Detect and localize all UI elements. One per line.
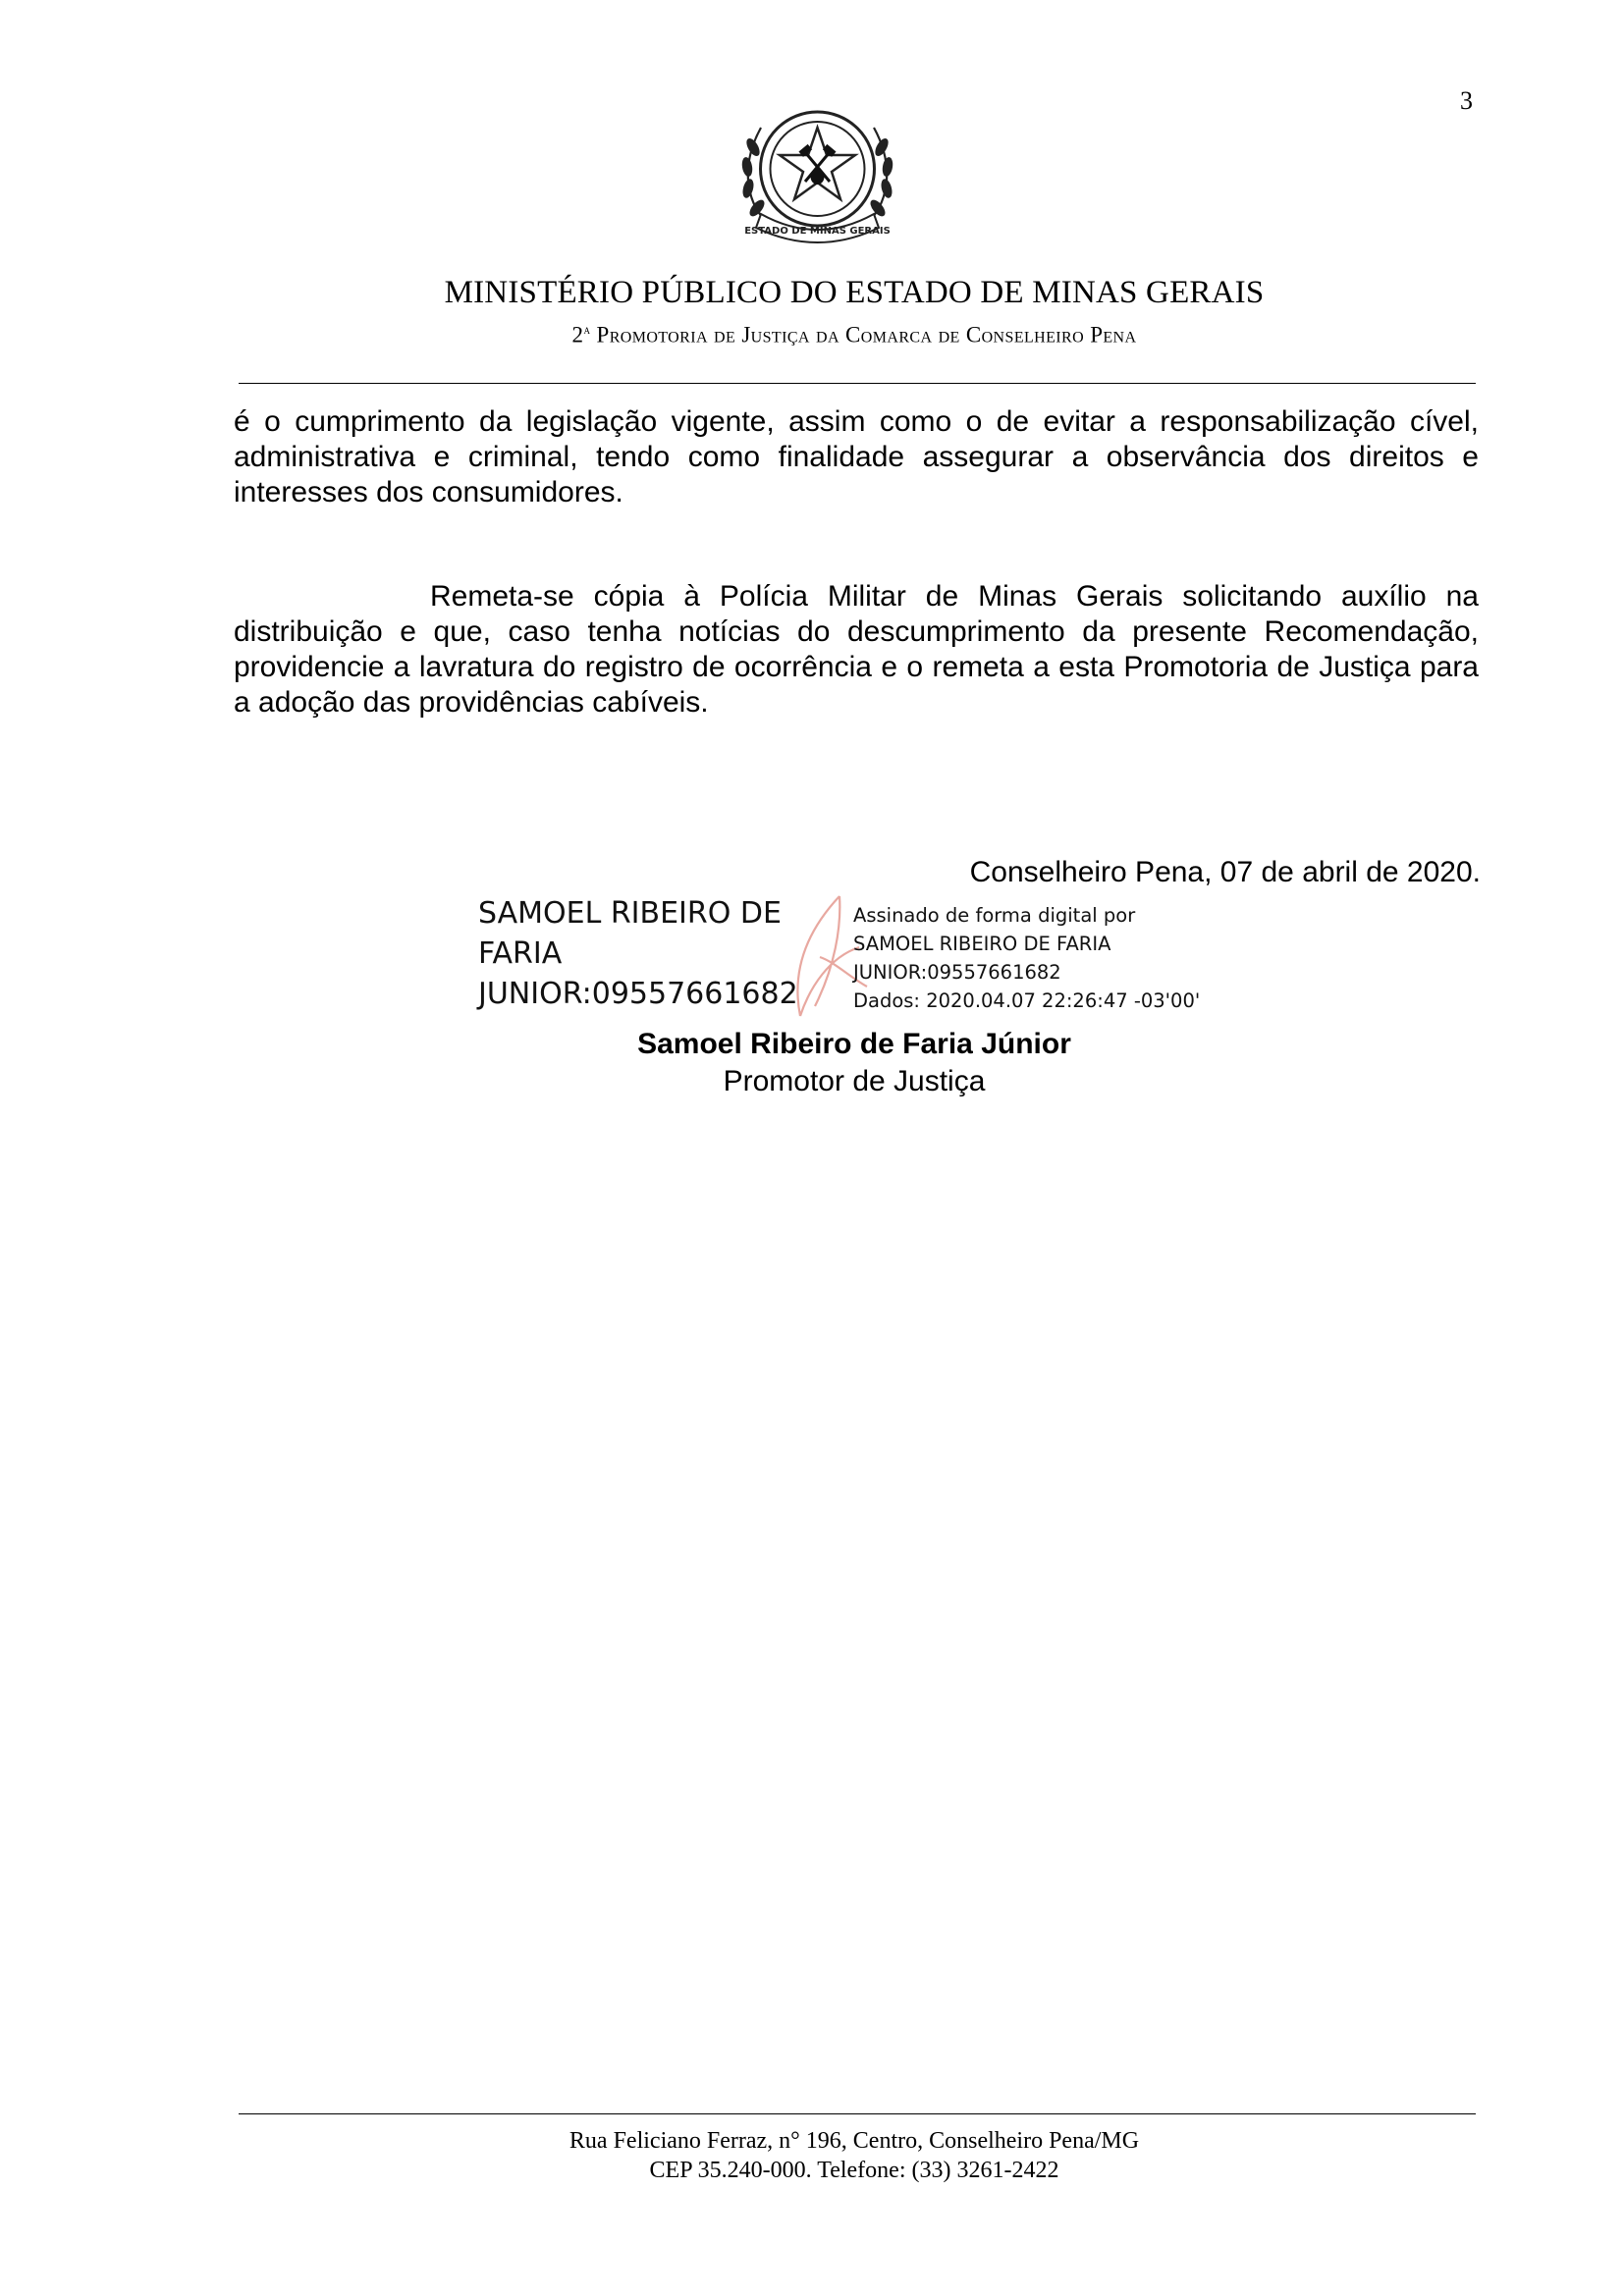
body-paragraph-2: Remeta-se cópia à Polícia Militar de Minas Gerais solicitando auxílio na distribuição e que, caso tenha notícias do descumprimento da presente Recomendação, providencie a lavratura do registro de ocorrência e o remeta a esta Promotoria de Justiça para a adoção das providências cabíveis. [234,580,1479,719]
signer-role: Promotor de Justiça [723,1065,986,1097]
minas-gerais-coat-of-arms-icon [731,98,903,255]
digital-signature-name [478,893,812,1014]
subtitle-ordinal-suffix: a [583,322,591,337]
footer-contact: CEP 35.240-000. Telefone: (33) 3261-2422 [649,2158,1059,2183]
date-line: Conselheiro Pena, 07 de abril de 2020. [969,856,1481,888]
page-title: MINISTÉRIO PÚBLICO DO ESTADO DE MINAS GERAIS [444,275,1265,310]
signer-name: Samoel Ribeiro de Faria Júnior [637,1028,1071,1060]
footer-address: Rua Feliciano Ferraz, n° 196, Centro, Conselheiro Pena/MG [568,2128,1140,2154]
sig-detail-line: Assinado de forma digital por [853,904,1136,927]
cert-name-line: FARIA [478,936,563,971]
sig-detail-line: JUNIOR:09557661682 [853,961,1061,984]
sig-detail-line: Dados: 2020.04.07 22:26:47 -03'00' [853,989,1201,1012]
cert-name-line: JUNIOR:09557661682 [478,977,798,1011]
svg-text:ESTADO DE MINAS GERAIS: ESTADO DE MINAS GERAIS [744,226,891,237]
page-number: 3 [1460,86,1473,115]
subtitle-text: Promotoria de Justiça da Comarca de Conselheiro Pena [596,322,1137,347]
digital-signature-details [853,901,1246,1015]
sig-detail-line: SAMOEL RIBEIRO DE FARIA [853,933,1111,955]
page-subtitle [0,322,1624,348]
cert-name-line: SAMOEL RIBEIRO DE [478,896,782,931]
footer-divider [239,2113,1476,2114]
body-paragraph-1: é o cumprimento da legislação vigente, assim como o de evitar a responsabilização cível, administrativa e criminal, tendo como finalidade assegurar a observância dos direitos e interesses dos consumidores. [234,405,1479,508]
header-divider [239,383,1476,384]
subtitle-ordinal: 2 [571,322,584,347]
